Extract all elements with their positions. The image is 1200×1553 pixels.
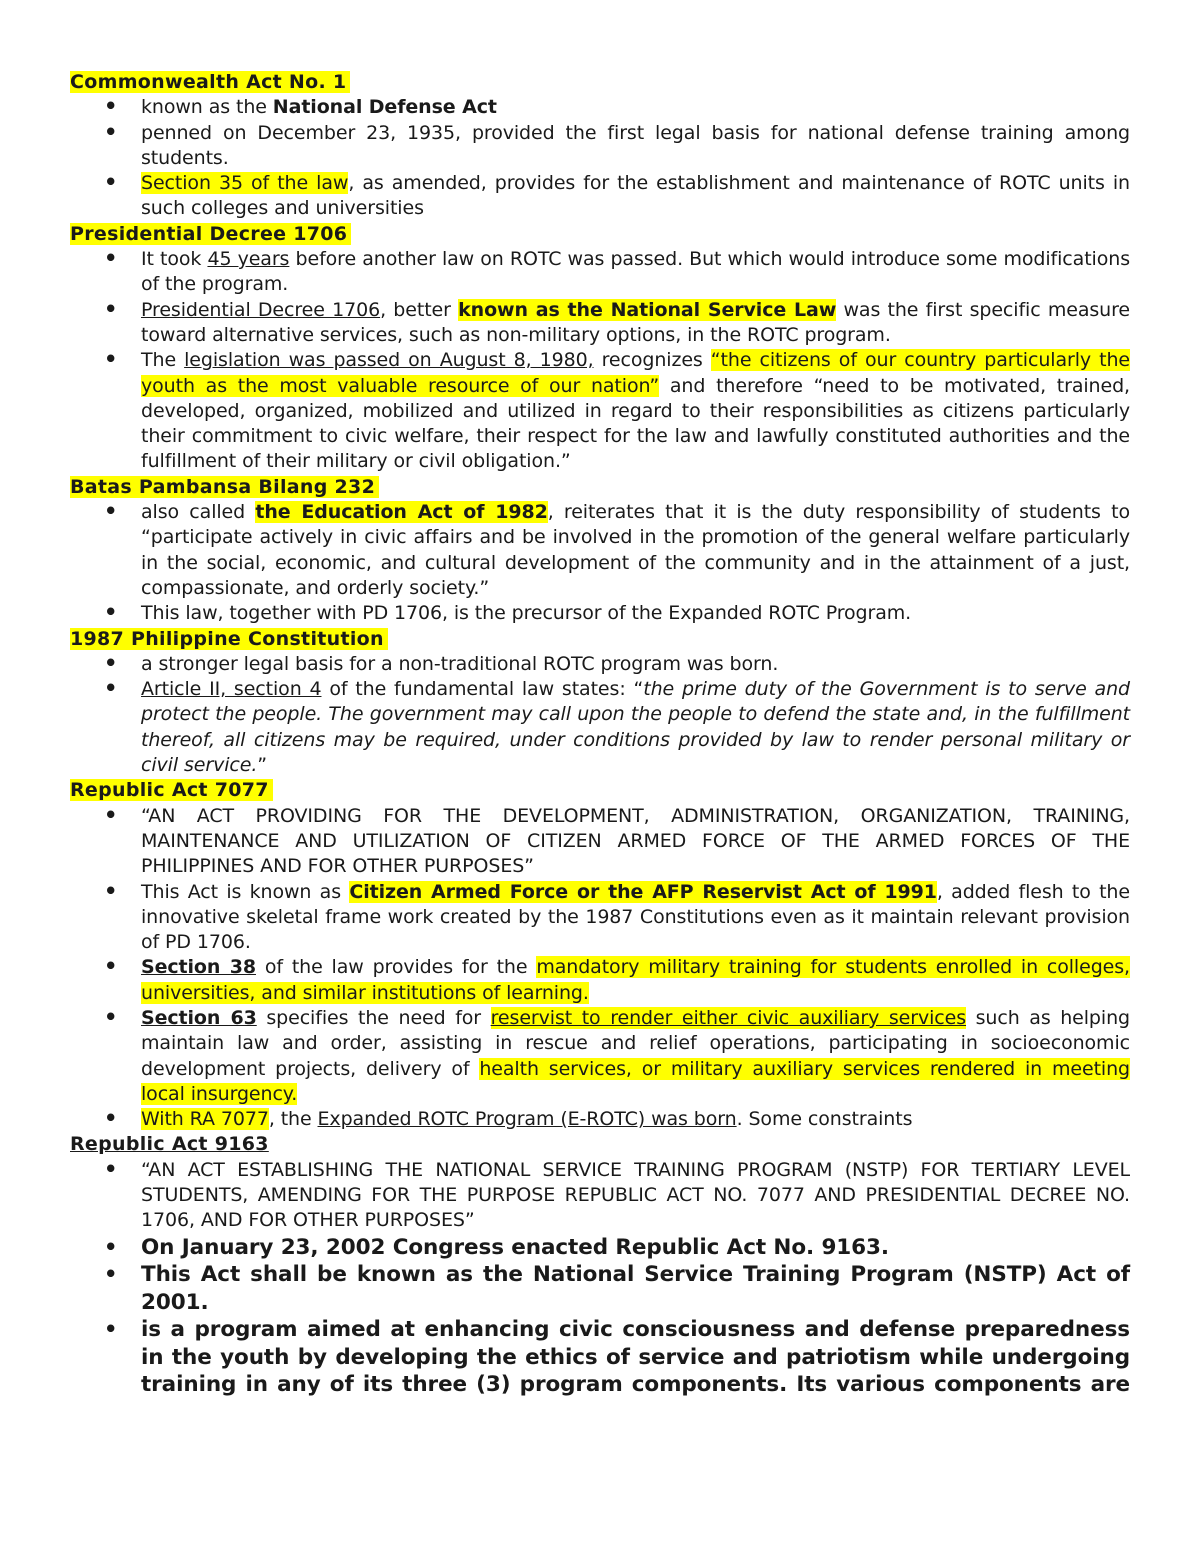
section-heading-text: Batas Pambansa Bilang 232: [70, 476, 379, 498]
list-item: • The legislation was passed on August 8, 1980, recognizes “the citizens of our country particularly the youth as the most valuable resource of our nation” and therefore “need to be motivated, trained, developed, organized, mobilized and utilized in regard to their responsibilities as citizens particularly their commitment to civic welfare, their respect for the law and lawfully constituted authorities and the fulfillment of their military or civil obligation.”: [141, 348, 1130, 474]
list-item: • This Act is known as Citizen Armed Force or the AFP Reservist Act of 1991, added flesh to the innovative skeletal frame work created by the 1987 Constitutions even as it maintain relevant provision of PD 1706.: [141, 880, 1130, 956]
bullet-list: [70, 95, 1130, 221]
inline-text: health services, or military auxiliary services rendered in meeting local insurgency.: [141, 1057, 1131, 1105]
list-item: • Section 35 of the law, as amended, provides for the establishment and maintenance of ROTC units in such colleges and universities: [141, 171, 1130, 222]
list-item: • This Act shall be known as the National Service Training Program (NSTP) Act of 2001.: [141, 1261, 1130, 1316]
inline-text: Article II, section 4: [141, 678, 322, 701]
inline-text: National Defense Act: [272, 96, 497, 119]
inline-text: Section 38: [141, 956, 256, 979]
list-item: • On January 23, 2002 Congress enacted Republic Act No. 9163.: [141, 1234, 1130, 1262]
inline-text: Section 35 of the law: [141, 172, 349, 195]
section-heading-text: Commonwealth Act No. 1: [70, 71, 350, 93]
list-item: • “AN ACT ESTABLISHING THE NATIONAL SERVICE TRAINING PROGRAM (NSTP) FOR TERTIARY LEVEL STUDENTS, AMENDING FOR THE PURPOSE REPUBLIC ACT NO. 7077 AND PRESIDENTIAL DECREE NO. 1706, AND FOR OTHER PURPOSES”: [141, 1158, 1130, 1234]
section-heading: [70, 627, 1130, 652]
section-heading: [70, 222, 1130, 247]
bullet-list: [70, 500, 1130, 626]
section-heading-text: Republic Act 7077: [70, 779, 273, 801]
section-heading-text: Republic Act 9163: [70, 1133, 269, 1156]
list-item: • It took 45 years before another law on ROTC was passed. But which would introduce some modifications of the program.: [141, 247, 1130, 298]
list-item: • is a program aimed at enhancing civic consciousness and defense preparedness in the youth by developing the ethics of service and patriotism while undergoing training in any of its three (3) program components. Its various components are: [141, 1316, 1130, 1426]
inline-text: the Education Act of 1982: [255, 501, 548, 524]
list-item: • “AN ACT PROVIDING FOR THE DEVELOPMENT, ADMINISTRATION, ORGANIZATION, TRAINING, MAINTENANCE AND UTILIZATION OF CITIZEN ARMED FORCE OF THE ARMED FORCES OF THE PHILIPPINES AND FOR OTHER PURPOSES”: [141, 804, 1130, 880]
inline-text: “the citizens of our country particularly the youth as the most valuable resource of our nation”: [141, 349, 1130, 397]
list-item: • also called the Education Act of 1982, reiterates that it is the duty responsibility of students to “participate actively in civic affairs and be involved in the promotion of the general welfare particularly in the social, economic, and cultural development of the community and in the attainment of a just, compassionate, and orderly society.”: [141, 500, 1130, 601]
list-item: • penned on December 23, 1935, provided the first legal basis for national defense training among students.: [141, 121, 1130, 172]
list-item: • This law, together with PD 1706, is the precursor of the Expanded ROTC Program.: [141, 601, 1130, 626]
list-item: • Section 38 of the law provides for the mandatory military training for students enrolled in colleges, universities, and similar institutions of learning.: [141, 955, 1130, 1006]
list-item: • Article II, section 4 of the fundamental law states: “the prime duty of the Government is to serve and protect the people. The government may call upon the people to defend the state and, in the fulfillment thereof, all citizens may be required, under conditions provided by law to render personal military or civil service.”: [141, 677, 1130, 778]
bullet-list: [70, 247, 1130, 475]
section-heading: [70, 778, 1130, 803]
inline-text: 45 years: [207, 248, 290, 271]
section-heading: [70, 475, 1130, 500]
inline-text: Citizen Armed Force or the AFP Reservist Act of 1991: [349, 880, 937, 903]
bullet-list: [70, 804, 1130, 1133]
inline-text: Expanded ROTC Program (E-ROTC) was born: [317, 1108, 737, 1131]
inline-text: reservist to render either civic auxiliary services: [490, 1006, 967, 1029]
section-heading-text: Presidential Decree 1706: [70, 223, 351, 245]
inline-text: legislation was passed on August 8, 1980,: [184, 349, 594, 372]
document-page: [70, 70, 1130, 1426]
section-heading: [70, 1132, 1130, 1157]
list-item: • known as the National Defense Act: [141, 95, 1130, 120]
list-item: • a stronger legal basis for a non-traditional ROTC program was born.: [141, 652, 1130, 677]
section-heading-text: 1987 Philippine Constitution: [70, 628, 388, 650]
list-item: • Section 63 specifies the need for reservist to render either civic auxiliary services such as helping maintain law and order, assisting in rescue and relief operations, participating in socioeconomic development projects, delivery of health services, or military auxiliary services rendered in meeting local insurgency.: [141, 1006, 1130, 1107]
inline-text: With RA 7077: [141, 1108, 269, 1131]
inline-text: the prime duty of the Government is to serve and protect the people. The government may call upon the people to defend the state and, in the fulfillment thereof, all citizens may be required, under conditions provided by law to render personal military or civil service.: [141, 678, 1130, 777]
inline-text: mandatory military training for students enrolled in colleges, universities, and similar institutions of learning.: [141, 956, 1130, 1004]
bullet-list: [70, 652, 1130, 778]
section-heading: [70, 70, 1130, 95]
bullet-list: [70, 1158, 1130, 1426]
list-item: • Presidential Decree 1706, better known as the National Service Law was the first specific measure toward alternative services, such as non-military options, in the ROTC program.: [141, 298, 1130, 349]
inline-text: Section 63: [141, 1006, 257, 1029]
list-item: • With RA 7077, the Expanded ROTC Program (E-ROTC) was born. Some constraints: [141, 1107, 1130, 1132]
inline-text: Presidential Decree 1706: [141, 298, 381, 321]
inline-text: known as the National Service Law: [458, 298, 837, 321]
